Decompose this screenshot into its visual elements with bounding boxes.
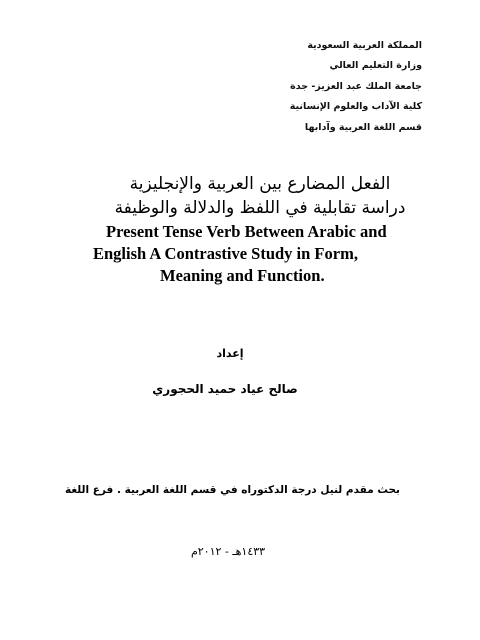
header-line-country: المملكة العربية السعودية bbox=[307, 40, 422, 51]
thesis-degree-note: بحث مقدم لنيل درجة الدكتوراه في قسم اللغة العربية . فرع اللغة bbox=[64, 484, 400, 496]
institution-header bbox=[222, 36, 422, 138]
header-line-department: قسم اللغة العربية وآدابها bbox=[304, 121, 422, 133]
arabic-title-line-1: الفعل المضارع بين العربية والإنجليزية bbox=[129, 174, 391, 194]
header-line-ministry: وزارة التعليم العالي bbox=[329, 60, 422, 72]
english-title-line-3: Meaning and Function. bbox=[160, 266, 325, 285]
header-line-university: جامعة الملك عبد العزيز- جدة bbox=[290, 80, 422, 92]
header-line-faculty: كلية الآداب والعلوم الإنسانية bbox=[289, 101, 422, 113]
author-name: صالح عياد حميد الحجوري bbox=[152, 382, 298, 396]
english-title-line-1: Present Tense Verb Between Arabic and bbox=[106, 222, 387, 241]
arabic-title-line-2: دراسة تقابلية في اللفظ والدلالة والوظيفة bbox=[114, 198, 406, 218]
prepared-by-label: إعداد bbox=[216, 347, 244, 360]
publication-date: ١٤٣٣هـ - ٢٠١٢م bbox=[190, 545, 266, 558]
english-title-line-2: English A Contrastive Study in Form, bbox=[93, 244, 358, 263]
